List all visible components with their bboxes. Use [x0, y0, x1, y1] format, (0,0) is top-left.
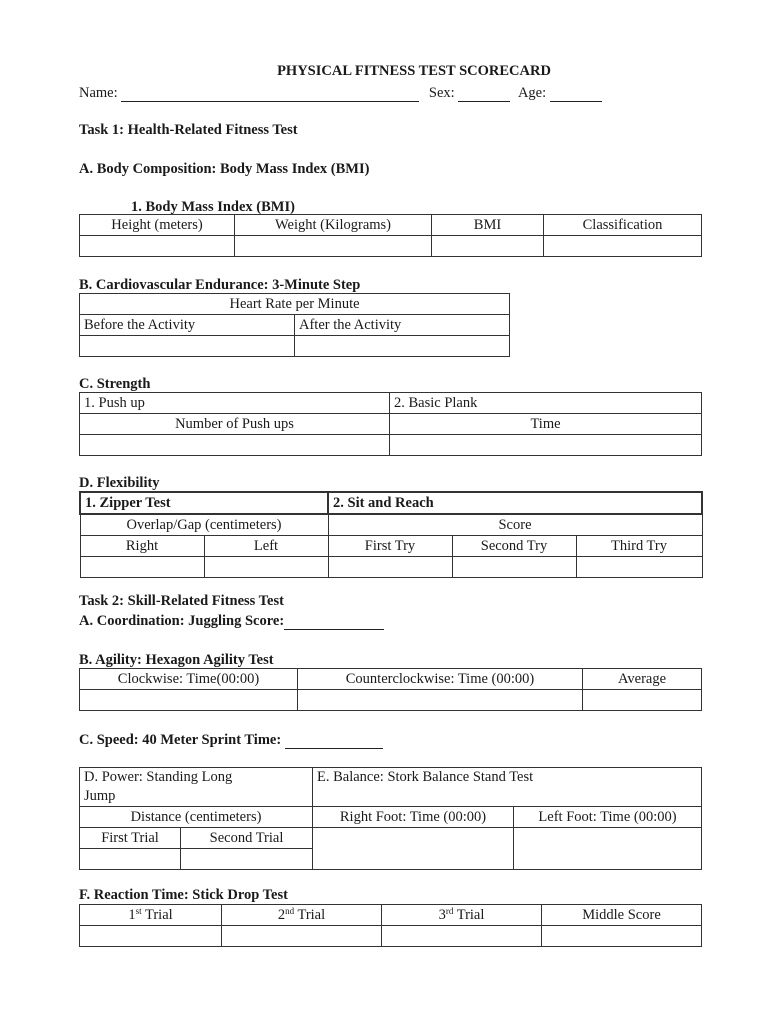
age-label: Age: — [517, 85, 547, 101]
plank-label: 2. Basic Plank — [390, 393, 702, 414]
left-label: Left — [204, 536, 328, 557]
left-cell[interactable] — [204, 557, 328, 578]
right-label: Right — [80, 536, 204, 557]
flexibility-title: D. Flexibility — [79, 475, 160, 491]
sex-field[interactable] — [458, 87, 510, 102]
t2-sup: nd — [285, 906, 295, 916]
speed-row — [79, 731, 383, 749]
coordination-label: A. Coordination: Juggling Score: — [79, 613, 285, 629]
bmi-header-height: Height (meters) — [80, 215, 235, 236]
second-trial-header — [222, 905, 382, 926]
average-cell[interactable] — [583, 690, 702, 711]
distance-label: Distance (centimeters) — [80, 807, 313, 828]
t3-trial: Trial — [456, 907, 485, 923]
power-title-2: Jump — [84, 788, 116, 804]
bmi-header-bmi: BMI — [432, 215, 544, 236]
bmi-subtitle: 1. Body Mass Index (BMI) — [131, 199, 295, 215]
bmi-header-classification: Classification — [544, 215, 702, 236]
reaction-title: F. Reaction Time: Stick Drop Test — [79, 887, 288, 903]
coordination-row — [79, 612, 384, 630]
first-try-cell[interactable] — [328, 557, 452, 578]
first-trial-header — [80, 905, 222, 926]
strength-table — [79, 392, 702, 456]
middle-score-header: Middle Score — [542, 905, 702, 926]
strength-title: C. Strength — [79, 376, 151, 392]
third-trial-header — [382, 905, 542, 926]
reaction-first-cell[interactable] — [80, 926, 222, 947]
t2-num: 2 — [277, 907, 286, 923]
bmi-table — [79, 214, 702, 257]
sprint-time-field[interactable] — [285, 734, 383, 749]
bmi-height-cell[interactable] — [80, 236, 235, 257]
speed-label: C. Speed: 40 Meter Sprint Time: — [79, 732, 282, 748]
t2-trial: Trial — [297, 907, 326, 923]
right-foot-label: Right Foot: Time (00:00) — [313, 807, 514, 828]
after-activity-label: After the Activity — [295, 315, 510, 336]
right-cell[interactable] — [80, 557, 204, 578]
heart-rate-heading: Heart Rate per Minute — [80, 294, 510, 315]
bmi-value-cell[interactable] — [432, 236, 544, 257]
balance-title: E. Balance: Stork Balance Stand Test — [313, 768, 702, 807]
second-trial-label: Second Trial — [181, 828, 313, 849]
agility-title: B. Agility: Hexagon Agility Test — [79, 652, 274, 668]
page-title: PHYSICAL FITNESS TEST SCORECARD — [277, 63, 551, 79]
task2-title: Task 2: Skill-Related Fitness Test — [79, 593, 284, 609]
counterclockwise-label: Counterclockwise: Time (00:00) — [298, 669, 583, 690]
clockwise-label: Clockwise: Time(00:00) — [80, 669, 298, 690]
overlap-label: Overlap/Gap (centimeters) — [80, 514, 328, 536]
bmi-weight-cell[interactable] — [235, 236, 432, 257]
sex-label: Sex: — [428, 85, 455, 101]
second-try-label: Second Try — [452, 536, 576, 557]
num-push-ups-label: Number of Push ups — [80, 414, 390, 435]
t3-num: 3 — [438, 907, 446, 923]
age-field[interactable] — [550, 87, 602, 102]
name-field[interactable] — [121, 87, 419, 102]
left-foot-cell[interactable] — [514, 828, 702, 870]
after-activity-cell[interactable] — [295, 336, 510, 357]
left-foot-label: Left Foot: Time (00:00) — [514, 807, 702, 828]
before-activity-label: Before the Activity — [80, 315, 295, 336]
first-try-label: First Try — [328, 536, 452, 557]
average-label: Average — [583, 669, 702, 690]
power-title-cell — [80, 768, 313, 807]
bmi-classification-cell[interactable] — [544, 236, 702, 257]
third-try-cell[interactable] — [576, 557, 702, 578]
second-trial-cell[interactable] — [181, 849, 313, 870]
name-row — [79, 84, 602, 102]
reaction-second-cell[interactable] — [222, 926, 382, 947]
bmi-header-weight: Weight (Kilograms) — [235, 215, 432, 236]
cardio-table — [79, 293, 510, 357]
right-foot-cell[interactable] — [313, 828, 514, 870]
clockwise-cell[interactable] — [80, 690, 298, 711]
second-try-cell[interactable] — [452, 557, 576, 578]
power-balance-table — [79, 767, 702, 870]
counterclockwise-cell[interactable] — [298, 690, 583, 711]
reaction-third-cell[interactable] — [382, 926, 542, 947]
third-try-label: Third Try — [576, 536, 702, 557]
score-label: Score — [328, 514, 702, 536]
name-label: Name: — [79, 85, 118, 101]
t1-num: 1 — [128, 907, 136, 923]
zipper-test-label: 1. Zipper Test — [80, 492, 328, 514]
plank-time-label: Time — [390, 414, 702, 435]
first-trial-cell[interactable] — [80, 849, 181, 870]
reaction-table — [79, 904, 702, 947]
push-up-label: 1. Push up — [80, 393, 390, 414]
push-ups-cell[interactable] — [80, 435, 390, 456]
cardio-title: B. Cardiovascular Endurance: 3-Minute Step — [79, 277, 361, 293]
t3-sup: rd — [445, 906, 454, 916]
power-title-1: D. Power: Standing Long — [84, 769, 233, 785]
flexibility-table — [79, 491, 703, 578]
task1-title: Task 1: Health-Related Fitness Test — [79, 122, 298, 138]
agility-table — [79, 668, 702, 711]
body-composition-title: A. Body Composition: Body Mass Index (BMI) — [79, 161, 370, 177]
t1-trial: Trial — [144, 907, 173, 923]
sit-reach-label: 2. Sit and Reach — [328, 492, 702, 514]
juggling-score-field[interactable] — [284, 615, 384, 630]
first-trial-label: First Trial — [80, 828, 181, 849]
t1-sup: st — [135, 906, 142, 916]
reaction-middle-cell[interactable] — [542, 926, 702, 947]
plank-time-cell[interactable] — [390, 435, 702, 456]
before-activity-cell[interactable] — [80, 336, 295, 357]
